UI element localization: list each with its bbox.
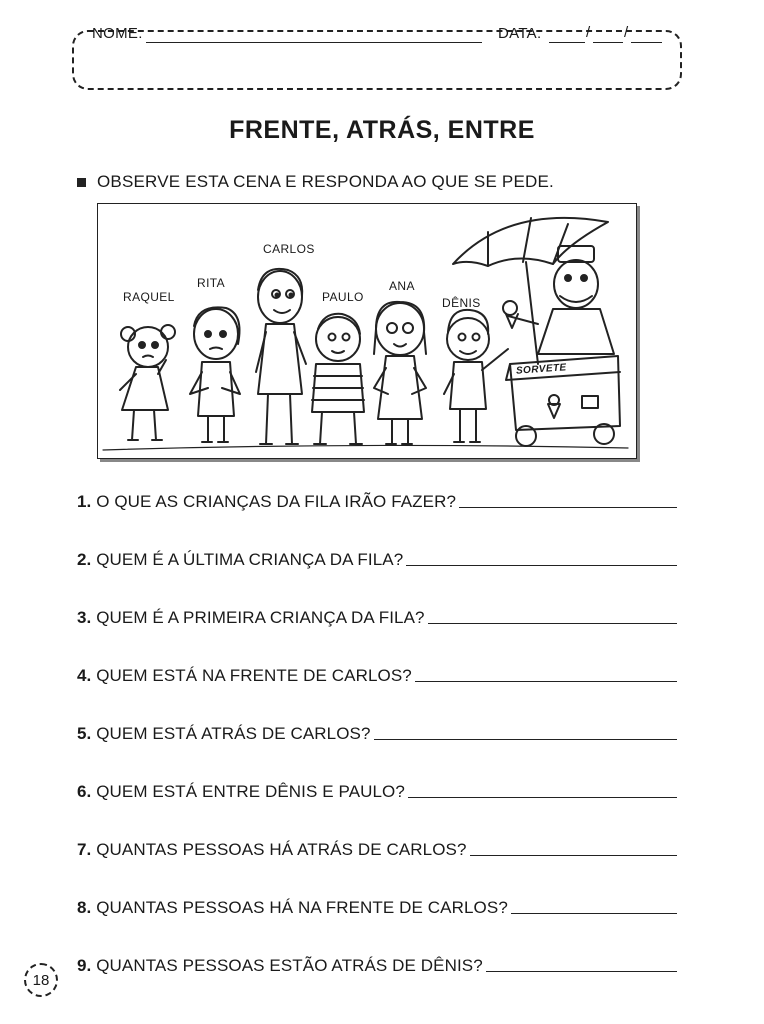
question-text: QUANTAS PESSOAS HÁ NA FRENTE DE CARLOS?	[96, 898, 508, 917]
scene-drawing	[98, 204, 635, 457]
question-number: 3.	[77, 608, 92, 627]
question-8	[77, 894, 677, 918]
question-text: QUEM É A ÚLTIMA CRIANÇA DA FILA?	[96, 550, 404, 569]
question-9	[77, 952, 677, 976]
header-box	[72, 30, 682, 90]
question-6	[77, 778, 677, 802]
question-text: QUANTAS PESSOAS ESTÃO ATRÁS DE DÊNIS?	[96, 956, 483, 975]
answer-line[interactable]	[374, 739, 677, 740]
date-label: DATA:	[498, 25, 542, 42]
answer-line[interactable]	[511, 913, 677, 914]
answer-line[interactable]	[470, 855, 677, 856]
question-2	[77, 546, 677, 570]
answer-line[interactable]	[415, 681, 677, 682]
question-text: QUANTAS PESSOAS HÁ ATRÁS DE CARLOS?	[96, 840, 467, 859]
date-month-field[interactable]	[593, 42, 623, 43]
question-number: 4.	[77, 666, 92, 685]
question-number: 7.	[77, 840, 92, 859]
instruction-text: OBSERVE ESTA CENA E RESPONDA AO QUE SE PEDE.	[97, 172, 554, 191]
name-field[interactable]	[146, 42, 482, 43]
question-text: QUEM ESTÁ ENTRE DÊNIS E PAULO?	[96, 782, 405, 801]
question-3	[77, 604, 677, 628]
question-text: O QUE AS CRIANÇAS DA FILA IRÃO FAZER?	[96, 492, 457, 511]
answer-line[interactable]	[486, 971, 677, 972]
answer-line[interactable]	[408, 797, 677, 798]
child-paulo-figure	[312, 314, 364, 444]
child-label-ana: ANA	[389, 279, 415, 293]
child-label-raquel: RAQUEL	[123, 290, 175, 304]
page-number-badge	[24, 963, 58, 997]
question-number: 2.	[77, 550, 92, 569]
answer-line[interactable]	[459, 507, 677, 508]
page-title: FRENTE, ATRÁS, ENTRE	[229, 116, 535, 144]
child-denis-figure	[444, 310, 508, 442]
vendor-figure	[503, 246, 614, 354]
child-raquel-figure	[120, 325, 175, 440]
question-4	[77, 662, 677, 686]
question-7	[77, 836, 677, 860]
bullet-icon	[77, 178, 86, 187]
question-1	[77, 488, 677, 512]
umbrella-figure	[453, 218, 608, 364]
child-label-paulo: PAULO	[322, 290, 364, 304]
child-carlos-figure	[256, 269, 306, 444]
question-text: QUEM É A PRIMEIRA CRIANÇA DA FILA?	[96, 608, 425, 627]
child-label-rita: RITA	[197, 276, 226, 290]
question-number: 1.	[77, 492, 92, 511]
question-number: 8.	[77, 898, 92, 917]
date-separator: /	[586, 24, 591, 41]
answer-line[interactable]	[428, 623, 677, 624]
question-number: 6.	[77, 782, 92, 801]
date-year-field[interactable]	[631, 42, 662, 43]
question-text: QUEM ESTÁ NA FRENTE DE CARLOS?	[96, 666, 412, 685]
question-text: QUEM ESTÁ ATRÁS DE CARLOS?	[96, 724, 371, 743]
page-number: 18	[32, 971, 50, 989]
answer-line[interactable]	[406, 565, 677, 566]
child-label-carlos: CARLOS	[263, 242, 315, 256]
child-label-denis: DÊNIS	[442, 296, 481, 310]
question-5	[77, 720, 677, 744]
cart-sign: SORVETE	[515, 362, 567, 377]
name-label: NOME:	[92, 25, 143, 42]
child-rita-figure	[190, 307, 240, 442]
date-separator: /	[624, 24, 629, 41]
scene-illustration	[97, 203, 637, 459]
child-ana-figure	[374, 302, 426, 444]
date-day-field[interactable]	[549, 42, 585, 43]
question-number: 5.	[77, 724, 92, 743]
question-number: 9.	[77, 956, 92, 975]
